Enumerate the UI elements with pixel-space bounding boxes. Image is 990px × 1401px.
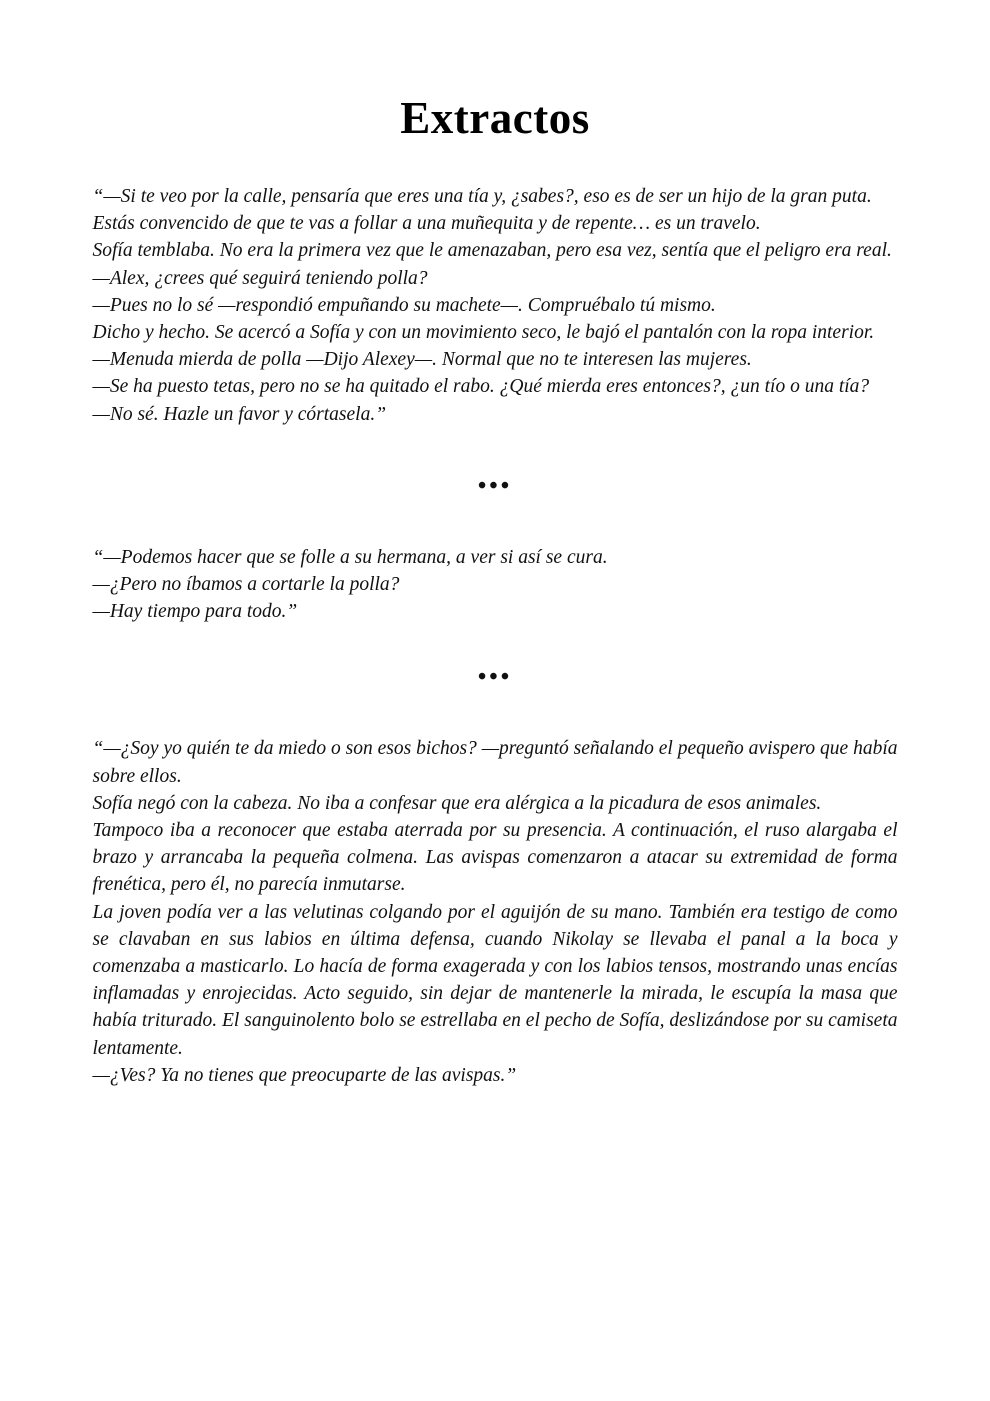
excerpt-paragraph: —Pues no lo sé —respondió empuñando su machete—. Compruébalo tú mismo.: [92, 294, 716, 316]
excerpt-paragraph: Sofía temblaba. No era la primera vez que le amenazaban, pero esa vez, sentía que el peligro era real.: [92, 240, 892, 262]
spacer: [93, 498, 898, 544]
spacer: [93, 625, 898, 665]
section-separator-1: •••: [477, 472, 513, 499]
page-title: Extractos: [400, 93, 590, 143]
excerpt-paragraph: “—Si te veo por la calle, pensaría que eres una tía y, ¿sabes?, eso es de ser un hijo de la gran puta.: [92, 186, 872, 207]
excerpt-paragraph: —Se ha puesto tetas, pero no se ha quitado el rabo. ¿Qué mierda eres entonces?, ¿un tío o una tía?: [92, 376, 870, 398]
excerpt-block-3: [93, 735, 898, 1089]
document-body: [93, 141, 898, 1089]
excerpt-paragraph: —¿Pero no íbamos a cortarle la polla?: [92, 574, 400, 596]
excerpt-paragraph: Sofía negó con la cabeza. No iba a confesar que era alérgica a la picadura de esos animales.: [92, 792, 822, 814]
excerpt-paragraph: —¿Ves? Ya no tienes que preocuparte de las avispas.”: [92, 1064, 517, 1086]
excerpt-paragraph: “—¿Soy yo quién te da miedo o son esos bichos? —preguntó señalando el pequeño avispero que había sobre ellos.: [92, 738, 898, 787]
excerpt-paragraph: —Alex, ¿crees qué seguirá teniendo polla?: [92, 267, 428, 289]
excerpt-paragraph: —Hay tiempo para todo.”: [92, 601, 298, 623]
section-separator-2: •••: [477, 664, 513, 691]
excerpt-block-2: [93, 544, 898, 626]
excerpt-paragraph: Estás convencido de que te vas a follar a una muñequita y de repente… es un travelo.: [92, 213, 761, 235]
excerpt-paragraph: Tampoco iba a reconocer que estaba aterrada por su presencia. A continuación, el ruso alargaba el brazo y arrancaba la pequeña colmena. Las avispas comenzaron a atacar su extremidad de forma frenética, pero él, no parecía inmutarse.: [92, 820, 898, 896]
excerpt-paragraph: Dicho y hecho. Se acercó a Sofía y con un movimiento seco, le bajó el pantalón con la ropa interior.: [92, 322, 875, 344]
spacer: [93, 428, 898, 474]
excerpt-paragraph: La joven podía ver a las velutinas colgando por el aguijón de su mano. También era testigo de como se clavaban en sus labios en última defensa, cuando Nikolay se llevaba el panal a la boca y comenzaba a masticarlo. Lo hacía de forma exagerada y con los labios tensos, mostrando unas encías inflamadas y enrojecidas. Acto seguido, sin dejar de mantenerle la mirada, le escupía la masa que había triturado. El sanguinolento bolo se estrellaba en el pecho de Sofía, deslizándose por su camiseta lentamente.: [92, 901, 898, 1059]
excerpt-paragraph: —No sé. Hazle un favor y córtasela.”: [92, 403, 387, 425]
spacer: [93, 689, 898, 735]
excerpt-paragraph: “—Podemos hacer que se folle a su hermana, a ver si así se cura.: [92, 546, 608, 568]
excerpt-paragraph: —Menuda mierda de polla —Dijo Alexey—. Normal que no te interesen las mujeres.: [92, 349, 752, 371]
excerpt-block-1: [93, 183, 898, 428]
